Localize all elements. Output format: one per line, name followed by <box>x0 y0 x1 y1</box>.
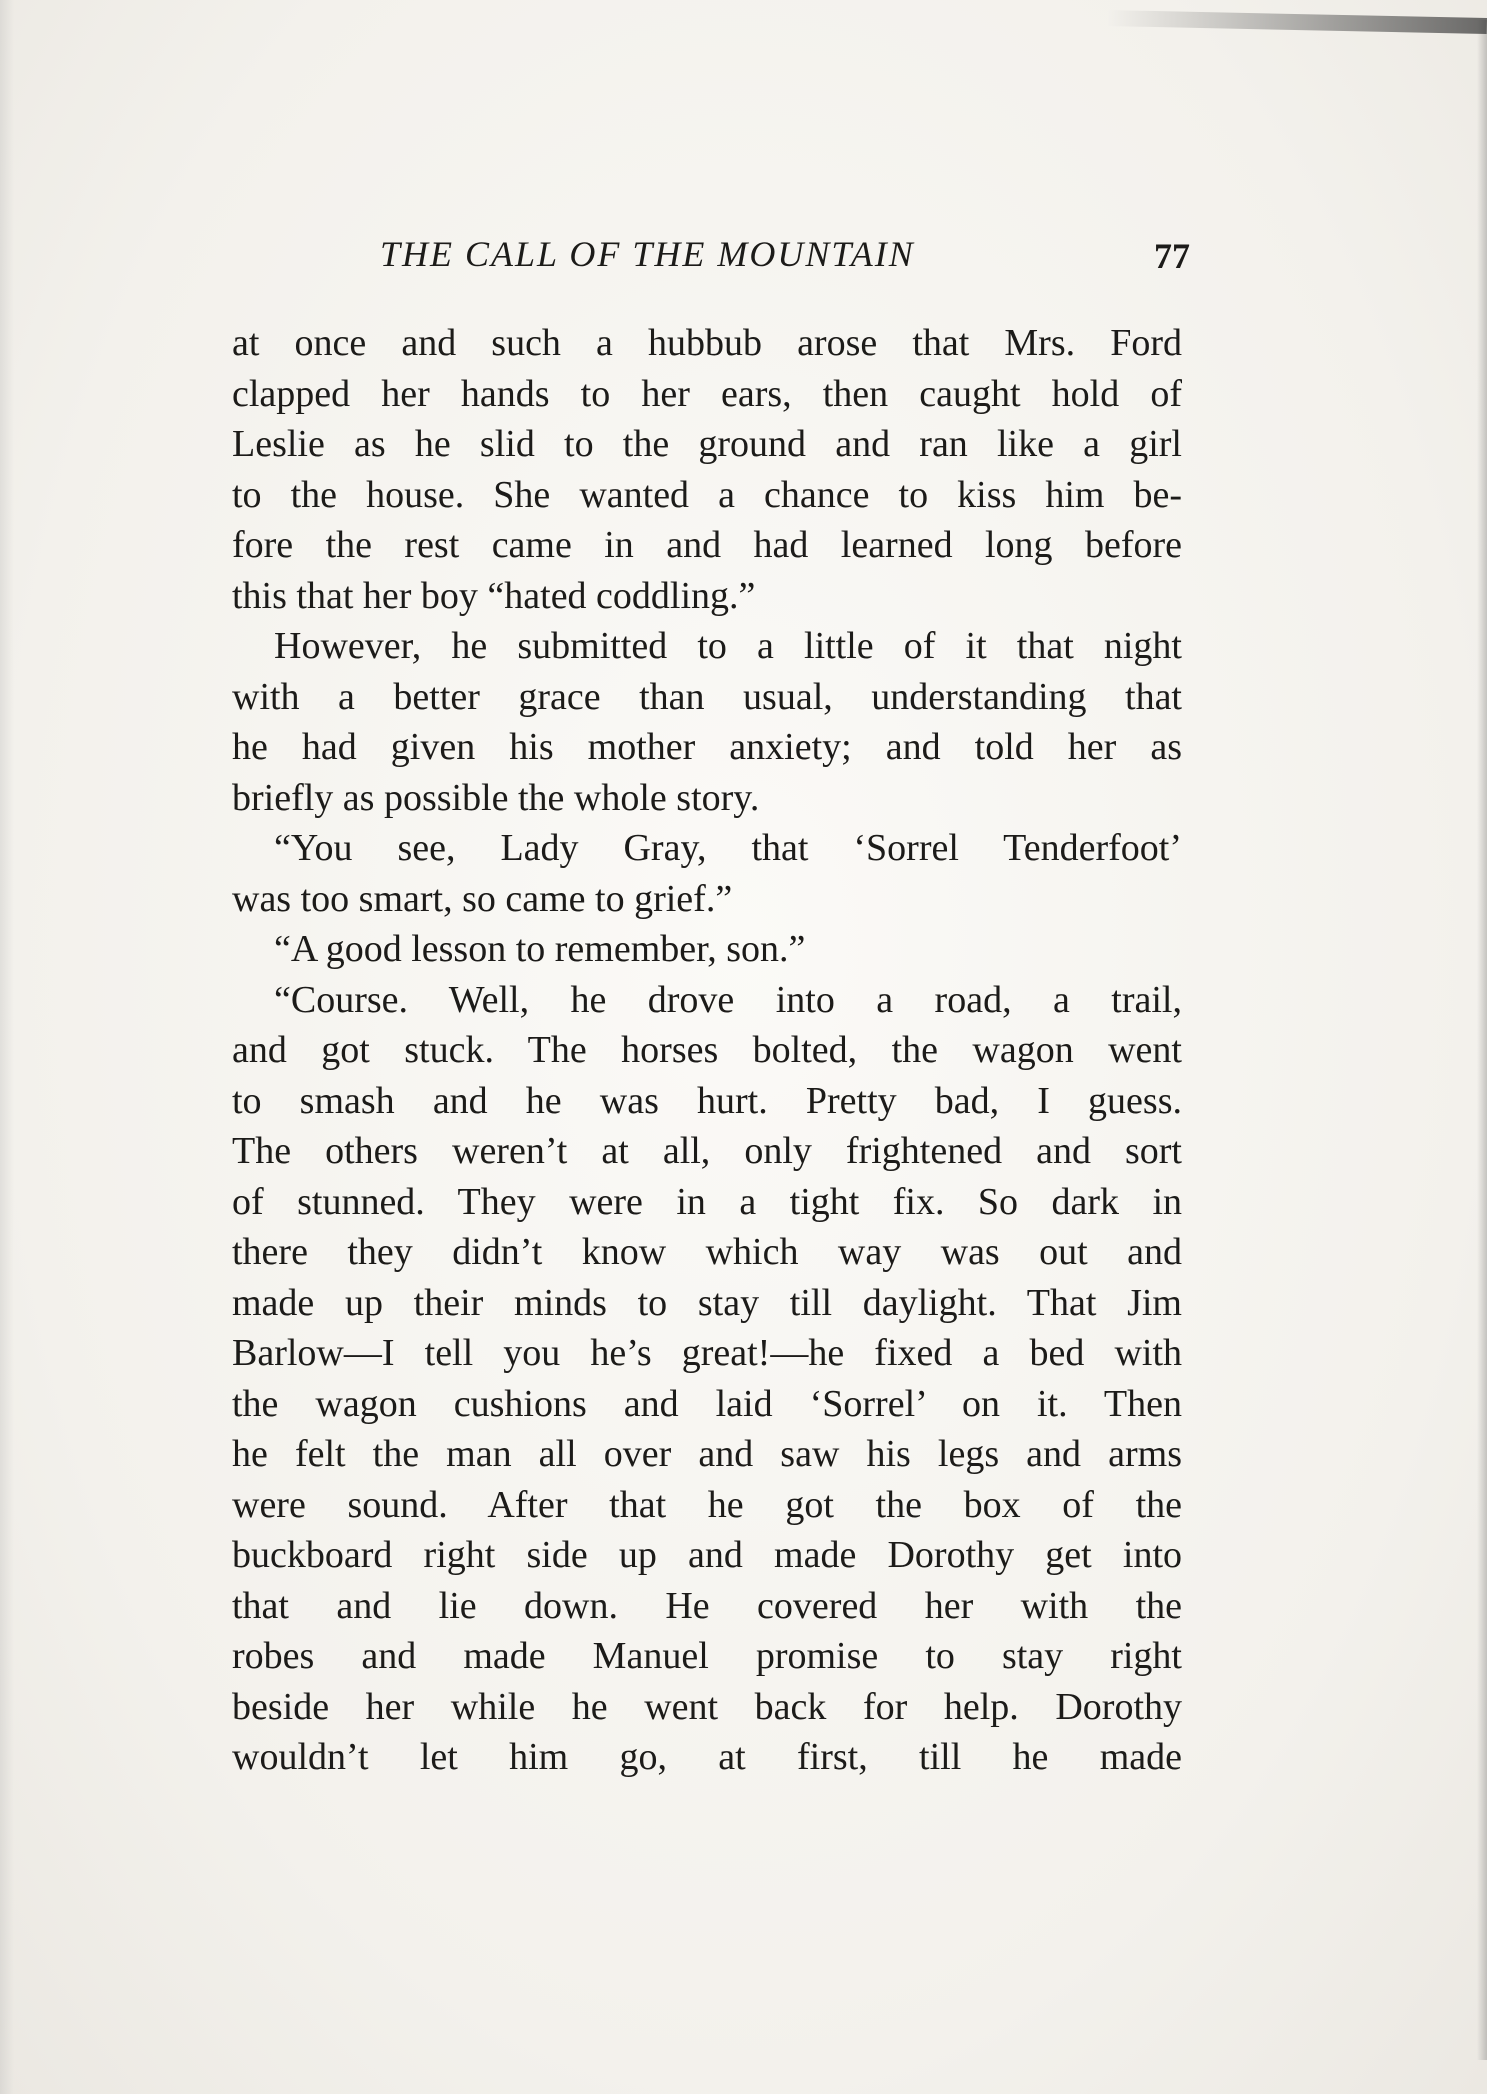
text-line: made up their minds to stay till daylight. That Jim <box>232 1281 1182 1324</box>
text-line: “Course. Well, he drove into a road, a trail, <box>274 978 1182 1021</box>
text-line: However, he submitted to a little of it that night <box>274 625 1182 667</box>
text-line: Leslie as he slid to the ground and ran like a girl <box>232 423 1182 465</box>
text-line: the wagon cushions and laid ‘Sorrel’ on it. Then <box>232 1382 1182 1425</box>
text-line: Barlow—I tell you he’s great!—he fixed a bed with <box>232 1332 1182 1374</box>
text-line: there they didn’t know which way was out and <box>232 1231 1182 1273</box>
text-line: that and lie down. He covered her with the <box>232 1584 1182 1627</box>
text-line: “You see, Lady Gray, that ‘Sorrel Tenderfoot’ <box>274 827 1182 869</box>
scan-right-edge-shadow <box>1477 20 1487 2060</box>
text-line: fore the rest came in and had learned long before <box>232 524 1182 566</box>
text-line: of stunned. They were in a tight fix. So dark in <box>232 1180 1182 1223</box>
scan-left-edge-shadow <box>0 0 14 2094</box>
text-line: were sound. After that he got the box of the <box>232 1483 1182 1526</box>
text-line: he had given his mother anxiety; and told her as <box>232 726 1182 768</box>
text-line: to smash and he was hurt. Pretty bad, I guess. <box>232 1079 1182 1122</box>
text-line: and got stuck. The horses bolted, the wagon went <box>232 1029 1182 1071</box>
text-line: with a better grace than usual, understanding that <box>232 675 1182 718</box>
running-title: THE CALL OF THE MOUNTAIN <box>380 234 915 274</box>
text-line: buckboard right side up and made Dorothy get into <box>232 1534 1182 1576</box>
text-line: wouldn’t let him go, at first, till he made <box>232 1736 1182 1778</box>
body-text <box>232 318 1182 1783</box>
text-line: at once and such a hubbub arose that Mrs. Ford <box>232 322 1182 364</box>
text-line: robes and made Manuel promise to stay right <box>232 1635 1182 1677</box>
text-line: clapped her hands to her ears, then caught hold of <box>232 372 1182 415</box>
page-number: 77 <box>1154 236 1190 276</box>
text-line: briefly as possible the whole story. <box>232 776 760 819</box>
text-line: he felt the man all over and saw his legs and arms <box>232 1433 1182 1475</box>
text-line: to the house. She wanted a chance to kiss him be- <box>232 473 1182 516</box>
text-line: “A good lesson to remember, son.” <box>274 928 806 970</box>
text-line: this that her boy “hated coddling.” <box>232 574 756 617</box>
page-header <box>230 233 1190 293</box>
text-line: was too smart, so came to grief.” <box>232 877 733 920</box>
text-line: The others weren’t at all, only frightened and sort <box>232 1130 1182 1172</box>
scan-top-right-smudge <box>1107 10 1487 34</box>
text-line: beside her while he went back for help. Dorothy <box>232 1685 1182 1728</box>
